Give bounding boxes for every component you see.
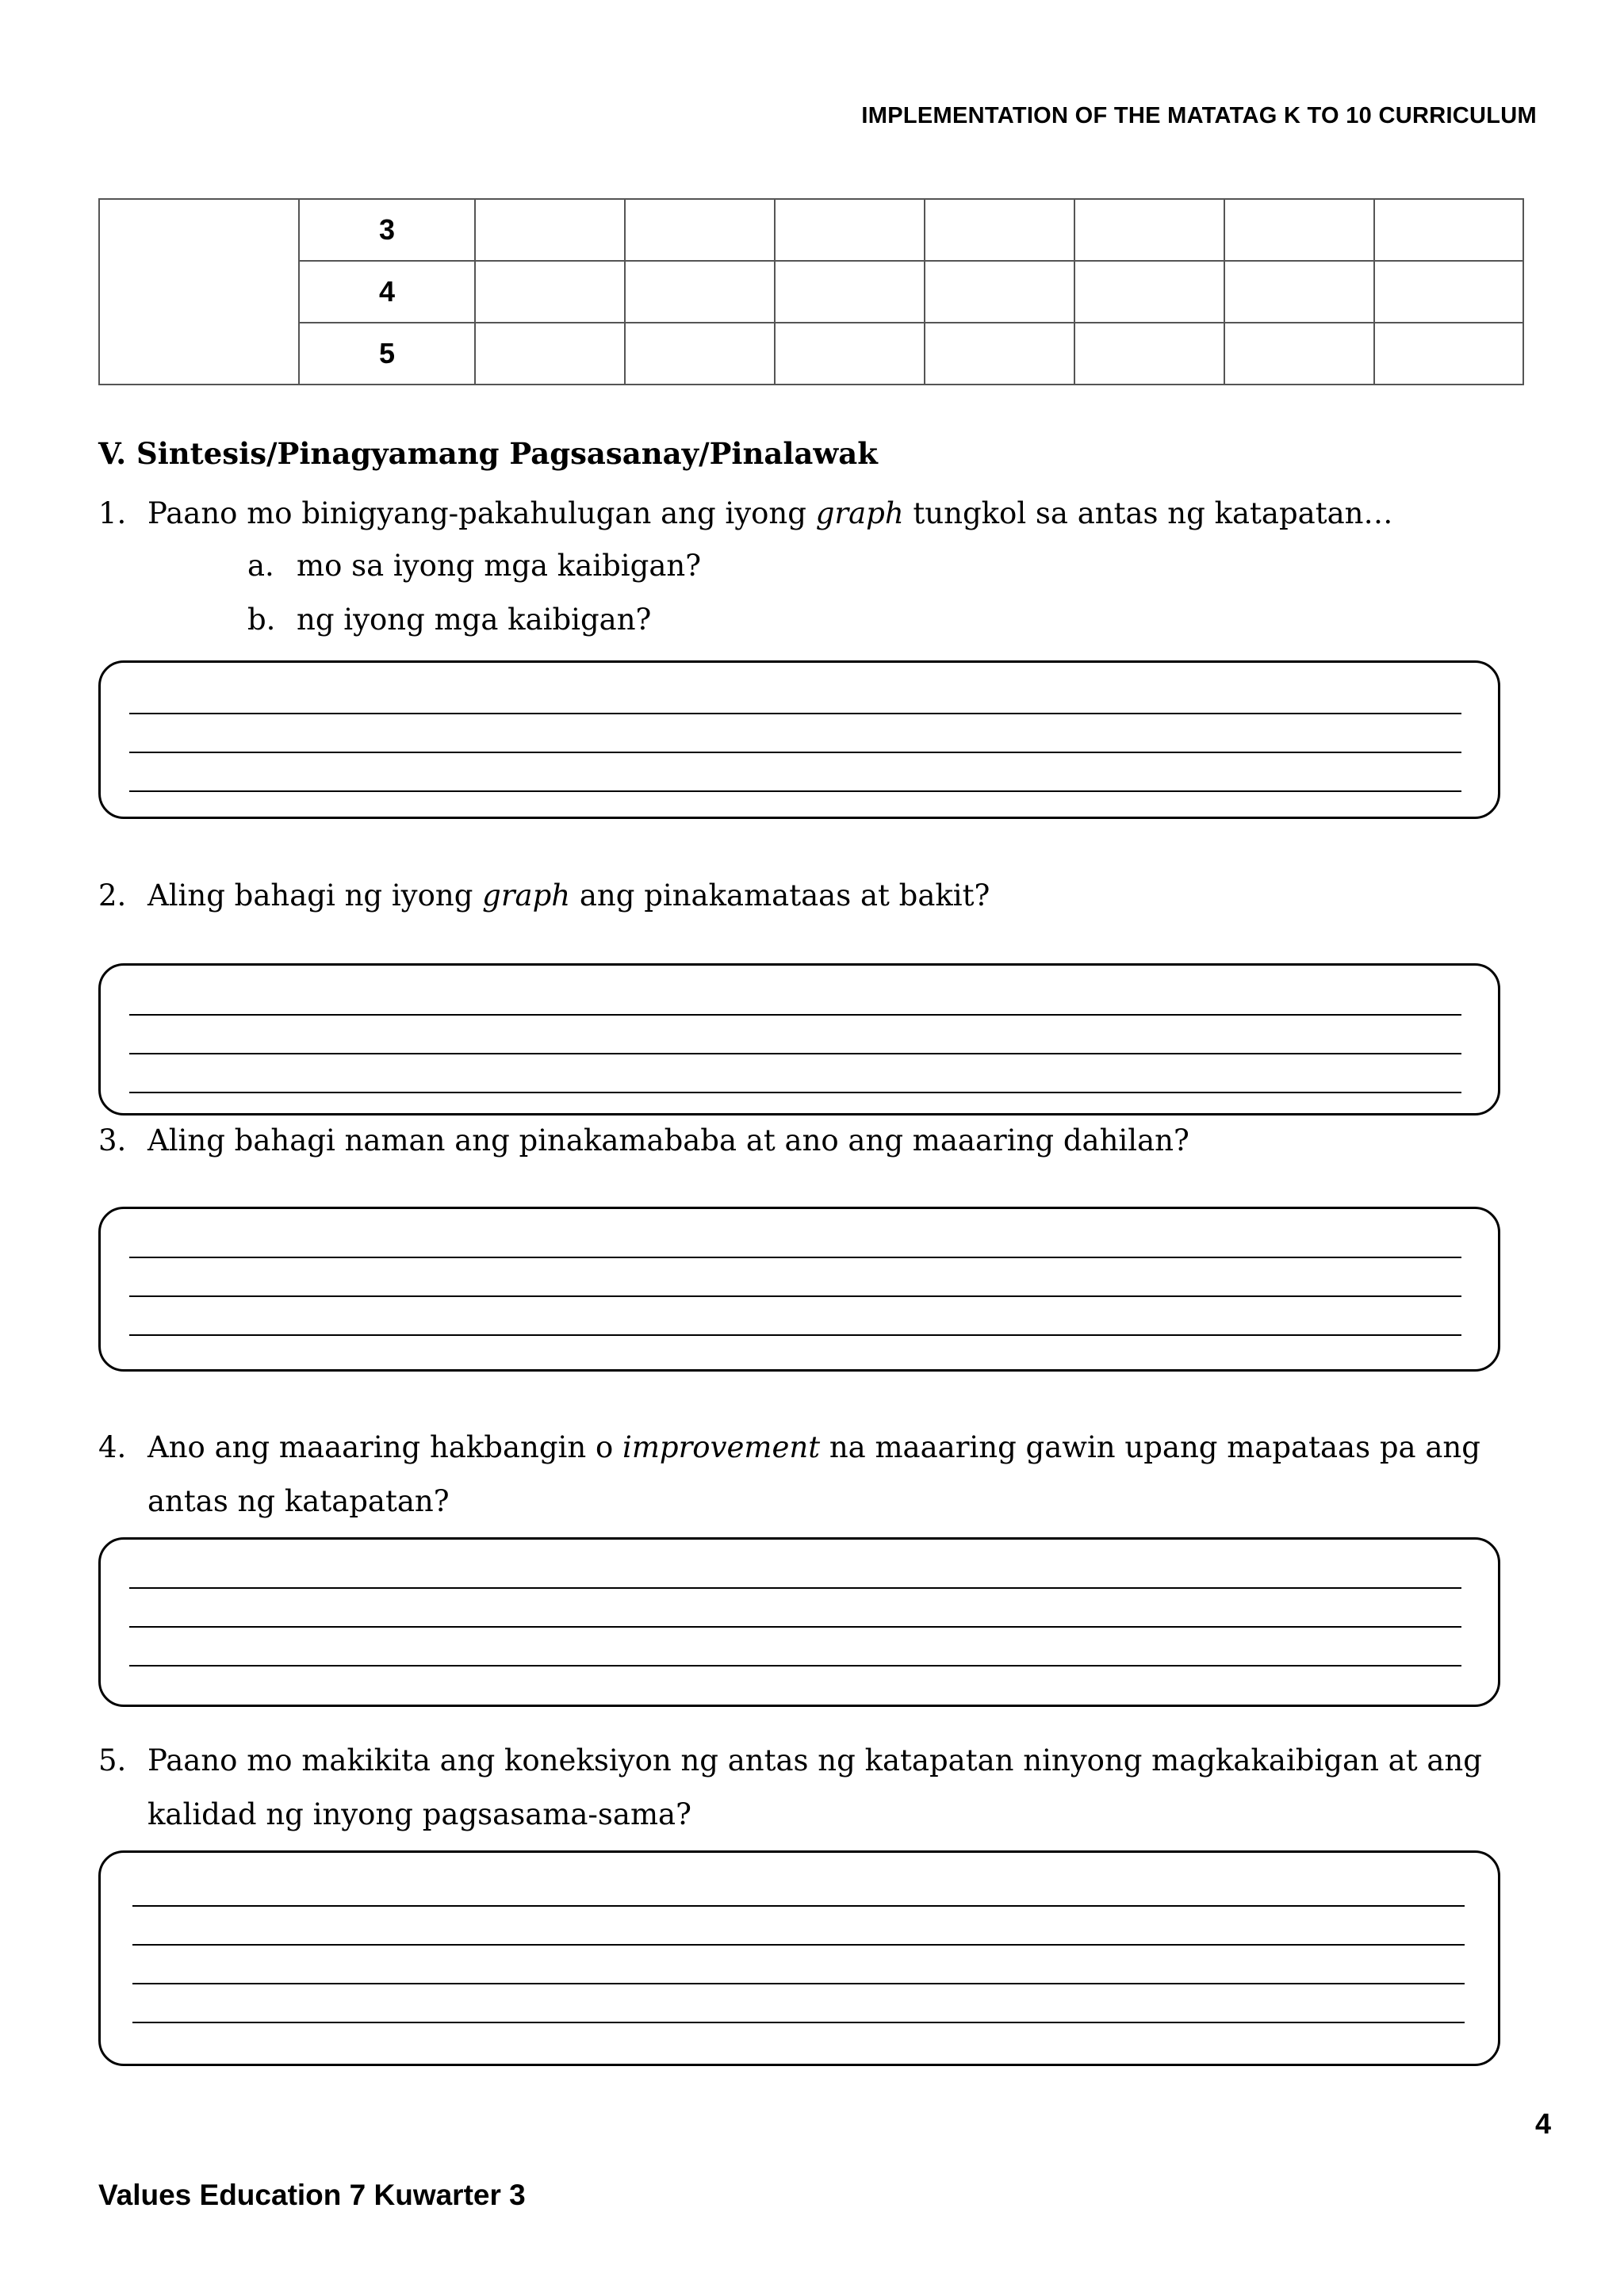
question-number: 1. <box>98 496 127 530</box>
question-number: 3. <box>98 1123 127 1158</box>
writing-line <box>129 1257 1461 1258</box>
question-text: Paano mo binigyang-pakahulugan ang iyong graph tungkol sa antas ng katapatan… <box>147 496 1393 530</box>
table-row <box>99 199 1523 261</box>
row-label: 3 <box>299 199 475 261</box>
section-title: V. Sintesis/Pinagyamang Pagsasanay/Pinalawak <box>98 436 878 471</box>
empty-cell[interactable] <box>925 199 1074 261</box>
question-number: 2. <box>98 878 127 913</box>
writing-line <box>129 1626 1461 1628</box>
empty-cell[interactable] <box>1074 261 1224 323</box>
question-number: 5. <box>98 1743 127 1777</box>
writing-line <box>132 1944 1465 1946</box>
sub-text: mo sa iyong mga kaibigan? <box>297 549 702 583</box>
writing-line <box>129 1587 1461 1589</box>
empty-cell[interactable] <box>775 261 925 323</box>
answer-box-3[interactable] <box>98 1207 1500 1372</box>
question-5 <box>98 1734 1526 1842</box>
empty-cell[interactable] <box>1374 261 1523 323</box>
writing-line <box>129 790 1461 792</box>
table-row <box>99 323 1523 385</box>
merged-cell <box>99 199 299 385</box>
writing-line <box>132 2022 1465 2023</box>
writing-line <box>129 1014 1461 1016</box>
empty-cell[interactable] <box>625 261 775 323</box>
sub-label: b. <box>247 603 276 637</box>
empty-cell[interactable] <box>475 261 625 323</box>
sub-label: a. <box>247 549 274 583</box>
empty-cell[interactable] <box>1224 323 1374 385</box>
question-text: Aling bahagi ng iyong graph ang pinakamataas at bakit? <box>147 878 990 913</box>
empty-cell[interactable] <box>775 199 925 261</box>
writing-line <box>129 1334 1461 1336</box>
empty-cell[interactable] <box>775 323 925 385</box>
page-header: IMPLEMENTATION OF THE MATATAG K TO 10 CURRICULUM <box>861 103 1537 128</box>
writing-line <box>132 1905 1465 1907</box>
question-4 <box>98 1421 1526 1529</box>
answer-box-1[interactable] <box>98 660 1500 819</box>
question-1 <box>98 487 1496 541</box>
question-text: Aling bahagi naman ang pinakamababa at ano ang maaaring dahilan? <box>147 1123 1189 1158</box>
empty-cell[interactable] <box>925 261 1074 323</box>
writing-line <box>129 1665 1461 1667</box>
empty-cell[interactable] <box>625 199 775 261</box>
writing-line <box>129 752 1461 753</box>
empty-cell[interactable] <box>475 323 625 385</box>
writing-line <box>129 713 1461 714</box>
empty-cell[interactable] <box>1224 261 1374 323</box>
answer-box-2[interactable] <box>98 963 1500 1115</box>
page-number: 4 <box>1534 2107 1551 2140</box>
question-number: 4. <box>98 1430 127 1464</box>
data-table <box>98 198 1524 385</box>
empty-cell[interactable] <box>1074 323 1224 385</box>
empty-cell[interactable] <box>1374 199 1523 261</box>
empty-cell[interactable] <box>1374 323 1523 385</box>
writing-line <box>132 1983 1465 1984</box>
answer-box-5[interactable] <box>98 1850 1500 2066</box>
writing-line <box>129 1092 1461 1093</box>
sub-question-b <box>247 593 651 647</box>
answer-box-4[interactable] <box>98 1537 1500 1707</box>
writing-line <box>129 1295 1461 1297</box>
empty-cell[interactable] <box>625 323 775 385</box>
row-label: 4 <box>299 261 475 323</box>
writing-line <box>129 1053 1461 1054</box>
footer-subject: Values Education 7 Kuwarter 3 <box>98 2179 526 2211</box>
question-text: Paano mo makikita ang koneksiyon ng antas ng katapatan ninyong magkakaibigan at ang kalidad ng inyong pagsasama-sama? <box>147 1743 1482 1831</box>
empty-cell[interactable] <box>1074 199 1224 261</box>
question-text: Ano ang maaaring hakbangin o improvement na maaaring gawin upang mapataas pa ang antas ng katapatan? <box>147 1430 1480 1518</box>
empty-cell[interactable] <box>925 323 1074 385</box>
sub-question-a <box>247 539 701 593</box>
table-row <box>99 261 1523 323</box>
question-3 <box>98 1114 1496 1168</box>
question-2 <box>98 869 1496 923</box>
sub-text: ng iyong mga kaibigan? <box>297 603 652 637</box>
empty-cell[interactable] <box>475 199 625 261</box>
empty-cell[interactable] <box>1224 199 1374 261</box>
row-label: 5 <box>299 323 475 385</box>
